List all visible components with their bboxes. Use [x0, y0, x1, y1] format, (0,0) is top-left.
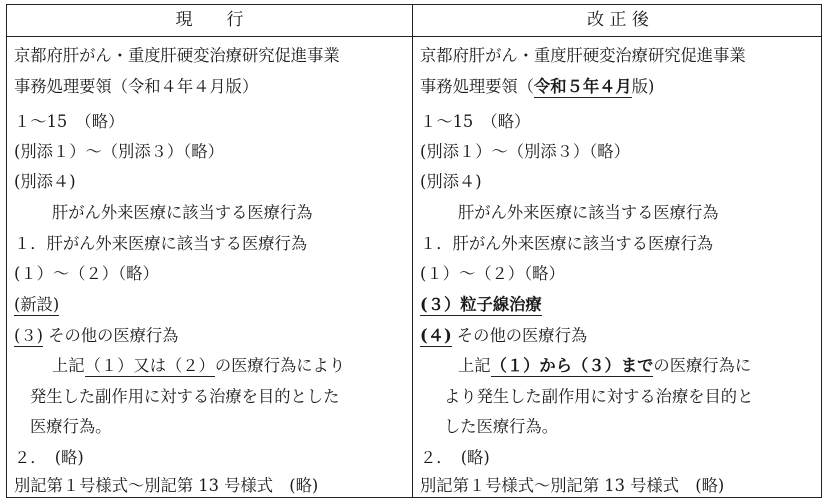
revised-line-6: (１）～（２）（略） — [420, 264, 565, 283]
revised-item-text: その他の医療行為 — [456, 326, 588, 345]
current-line-2: (別添１）～（別添３）（略） — [14, 142, 224, 161]
revised-item-number: (４) — [420, 326, 452, 345]
revised-title-line2-a: 事務処理要領（ — [420, 77, 534, 96]
revised-line-9-c: の医療行為に — [653, 356, 752, 375]
current-column — [7, 5, 412, 497]
current-line-1: １～15 （略） — [14, 112, 125, 131]
current-title-line2: 事務処理要領（令和４年４月版） — [14, 77, 259, 96]
comparison-table — [6, 4, 822, 498]
current-line-3: (別添４) — [14, 172, 76, 191]
current-item-text: その他の医療行為 — [48, 326, 179, 345]
current-line-13: 別記第１号様式～別記第 13 号様式 (略) — [14, 476, 319, 495]
current-line-11: 医療行為。 — [30, 417, 112, 436]
revised-line-4: 肝がん外来医療に該当する医療行為 — [458, 203, 719, 222]
current-line-8 — [14, 323, 406, 349]
current-item-number: (３) — [14, 326, 43, 345]
revised-line-1: １～15 （略） — [420, 112, 531, 131]
revised-title-line2-c: 版) — [631, 77, 655, 96]
current-line-9-a: 上記 — [52, 356, 85, 375]
current-line-10: 発生した副作用に対する治療を目的とした — [30, 387, 340, 406]
current-header: 現 行 — [175, 10, 244, 30]
revised-line-5: １．肝がん外来医療に該当する医療行為 — [420, 234, 714, 253]
current-new-section: (新設) — [14, 295, 60, 314]
revised-header: 改 正 後 — [587, 10, 649, 30]
revised-line-11: した医療行為。 — [444, 417, 558, 436]
revised-line-9-a: 上記 — [458, 356, 491, 375]
current-line-9-c: の医療行為により — [214, 356, 346, 375]
current-line-12: ２． (略) — [14, 448, 84, 467]
revised-title-line1: 京都府肝がん・重度肝硬変治療研究促進事業 — [420, 46, 746, 65]
revised-line-9 — [458, 353, 817, 379]
revised-line-2: (別添１）～（別添３）（略） — [420, 142, 630, 161]
revised-line-13: 別記第１号様式～別記第 13 号様式 (略) — [420, 476, 725, 495]
revised-line-9-changed: （１）から（３）まで — [490, 356, 654, 375]
revised-title-changed: 令和５年４月 — [533, 77, 632, 96]
current-line-5: １．肝がん外来医療に該当する医療行為 — [14, 234, 308, 253]
revised-line-8 — [420, 323, 817, 349]
revised-line-12: ２． (略) — [420, 448, 490, 467]
current-line-9 — [52, 353, 406, 379]
current-line-7 — [14, 292, 406, 318]
revised-new-item: (３）粒子線治療 — [420, 295, 542, 314]
current-line-4: 肝がん外来医療に該当する医療行為 — [52, 203, 313, 222]
revised-line-3: (別添４) — [420, 172, 482, 191]
current-line-9-changed: （１）又は（２） — [84, 356, 215, 375]
current-title-line1: 京都府肝がん・重度肝硬変治療研究促進事業 — [14, 46, 340, 65]
current-line-6: (１）～（２）（略） — [14, 264, 159, 283]
revised-column — [413, 5, 823, 497]
revised-line-10: より発生した副作用に対する治療を目的と — [444, 387, 754, 406]
revised-line-7 — [420, 292, 817, 318]
revised-title-line2 — [420, 74, 817, 100]
